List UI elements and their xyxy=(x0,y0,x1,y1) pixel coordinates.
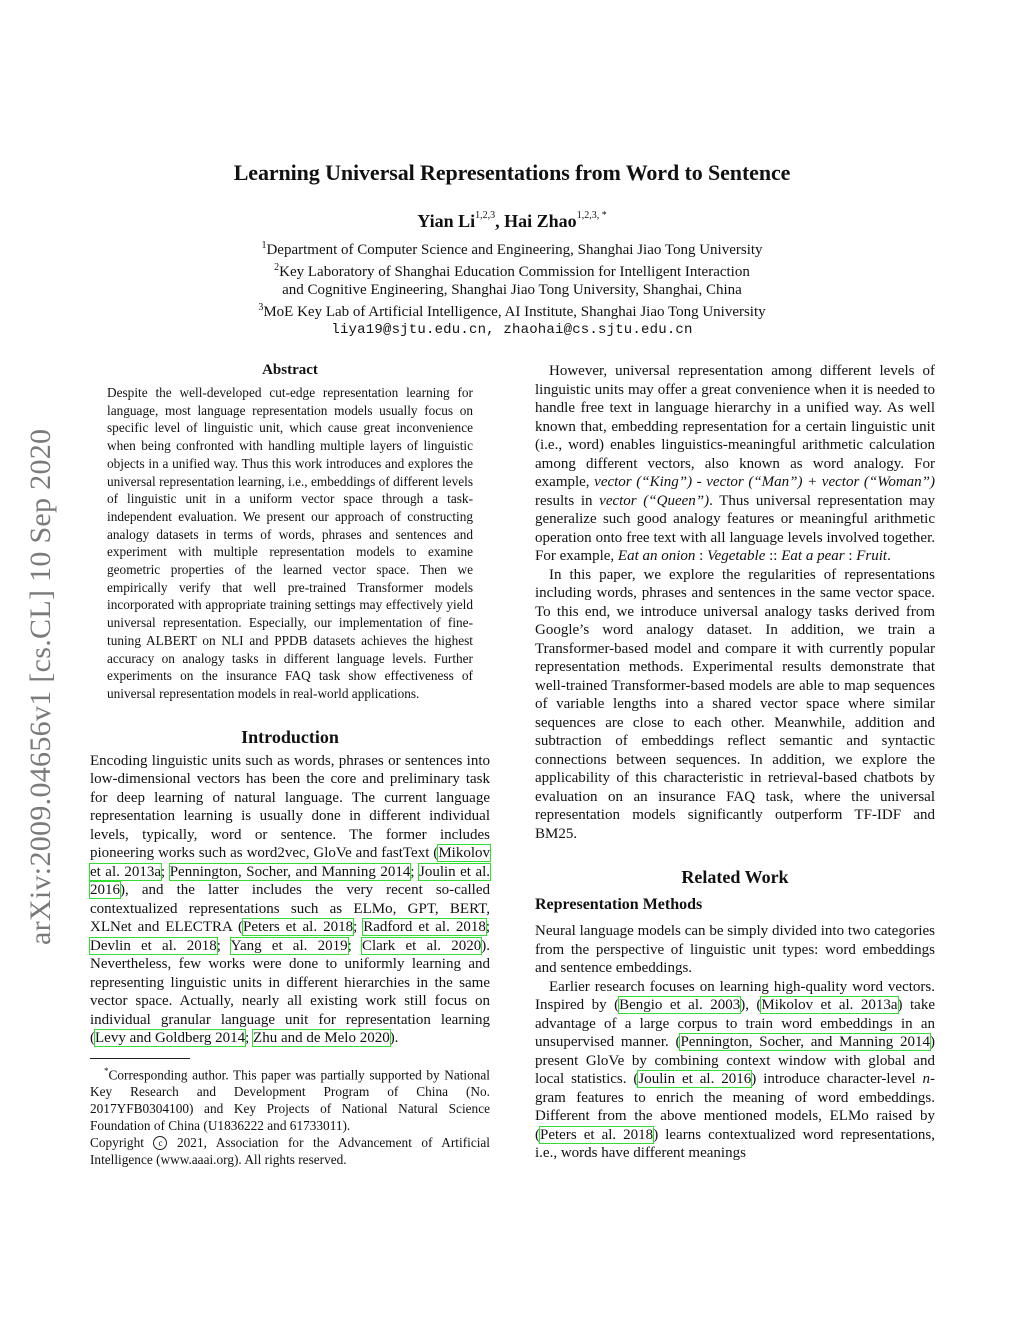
affiliation-mark: 2 xyxy=(274,262,280,273)
citation-link[interactable]: Pennington, Socher, and Manning 2014 xyxy=(680,1034,930,1050)
introduction-paragraph: In this paper, we explore the regularities of representations including words, phrases and sentences in the same vector space. To this end, we introduce universal analogy tasks derived from Google’s word analogy dataset. In addition, we train a Transformer-based model and compare it with currently popular representation methods. Experimental results demonstrate that well-trained Transformer-based models are able to map sequences of variable lengths into a shared vector space where similar sequences are close to each other. Meanwhile, addition and subtraction of embeddings reflect semantic and syntactic connections between sequences. In addition, we explore the applicability of this characteristic in retrieval-based chatbots by evaluation on an insurance FAQ task, where the universal representation models significantly outperform TF-IDF and BM25. xyxy=(535,566,935,842)
example-term: Eat a pear xyxy=(781,548,845,564)
paragraph-text: ) present GloVe by combining context window with global and local statistics. ( xyxy=(535,1034,935,1087)
copyright-icon: c xyxy=(153,1136,167,1150)
author-name: Yian Li xyxy=(417,211,476,231)
author-emails: liya19@sjtu.edu.cn, zhaohai@cs.sjtu.edu.cn xyxy=(331,322,693,338)
related-work-paragraph xyxy=(535,978,935,1163)
citation-link[interactable]: Joulin et al. 2016 xyxy=(638,1071,752,1087)
citation-link[interactable]: Mikolov et al. 2013a xyxy=(761,997,898,1013)
affiliation-mark: 3 xyxy=(258,302,264,313)
citation-link[interactable]: Levy and Goldberg 2014 xyxy=(95,1030,246,1047)
copyright-text: 2021, Association for the Advancement of Artificial Intelligence (www.aaai.org). All rights reserved. xyxy=(90,1135,491,1168)
citation-separator: ; xyxy=(216,937,231,954)
left-column xyxy=(90,362,490,1168)
paragraph-text: ), ( xyxy=(740,997,762,1013)
affiliation-line xyxy=(0,237,1024,259)
copyright-notice xyxy=(90,1134,490,1168)
footnote-text: Corresponding author. This paper was partially supported by National Key Research and Development Program of China (No. 2017YFB0304100) and Key Projects of National Natural Science Foundation of China (U1836222 and 61733011). xyxy=(90,1067,490,1134)
analogy-operator: :: xyxy=(765,548,782,564)
right-column xyxy=(535,362,935,1163)
introduction-paragraph xyxy=(535,362,935,566)
citation-link[interactable]: Pennington, Socher, and Manning 2014 xyxy=(169,863,411,880)
related-work-heading: Related Work xyxy=(681,867,789,887)
analogy-operator: : xyxy=(695,548,708,564)
affiliation-line xyxy=(0,259,1024,281)
affiliations xyxy=(0,237,1024,339)
affiliation-line: and Cognitive Engineering, Shanghai Jiao Tong University, Shanghai, China xyxy=(282,282,742,298)
footnote-corresponding-author xyxy=(90,1063,490,1134)
paragraph-text: ). xyxy=(389,1030,399,1047)
affiliation-text: Key Laboratory of Shanghai Education Commission for Intelligent Interaction xyxy=(279,264,750,280)
abstract-text: Despite the well-developed cut-edge representation learning for language, most language representation models usually focus on specific level of linguistic unit, which cause great inconvenience when being confronted with handling multiple layers of linguistic objects in a unified way. Thus this work introduces and explores the universal representation learning, i.e., embeddings of different levels of linguistic unit in a uniform vector space through a task-independent evaluation. We present our approach of constructing analogy datasets in terms of words, phrases and sentences and experiment with multiple representation models to examine geometric properties of the learned vector space. Then we empirically verify that well pre-trained Transformer models incorporated with appropriate training settings may effectively yield universal representation. Especially, our implementation of fine-tuning ALBERT on NLI and PPDB datasets achieves the highest accuracy on analogy tasks in different language levels. Further experiments on the insurance FAQ task show effectiveness of universal representation models in real-world applications. xyxy=(107,385,473,701)
citation-link[interactable]: Yang et al. 2019 xyxy=(230,937,348,954)
paragraph-text: ), and the latter includes the very recent so-called contextualized representations such as ELMo, GPT, BERT, XLNet and ELECTRA ( xyxy=(90,882,490,936)
footnote-divider xyxy=(90,1058,190,1059)
author-affiliation-mark: 1,2,3, * xyxy=(576,210,607,221)
author-affiliation-mark: 1,2,3 xyxy=(475,210,496,221)
citation-link[interactable]: Devlin et al. 2018 xyxy=(90,937,217,954)
citation-separator: ; xyxy=(353,919,364,936)
citation-link[interactable]: Radford et al. 2018 xyxy=(363,919,486,936)
math-expression: vector (“King”) - vector (“Man”) + vector (“Woman”) xyxy=(594,474,935,490)
introduction-heading: Introduction xyxy=(241,726,339,747)
author-list: Yian Li$^{1,2,3}$, Hai Zhao$^{1,2,3, *}$ xyxy=(417,210,607,231)
affiliation-mark: 1 xyxy=(261,240,267,251)
paragraph-text: Encoding linguistic units such as words, phrases or sentences into low-dimensional vectors has been the core and preliminary task for deep learning of natural language. The current language representation learning is usually done in different individual levels, typically, word or sentence. The former includes pioneering works such as word2vec, GloVe and fastText ( xyxy=(90,752,490,862)
citation-link[interactable]: Zhu and de Melo 2020 xyxy=(253,1030,390,1047)
analogy-operator: : xyxy=(844,548,857,564)
paragraph-text: -gram features to enrich the meaning of word embeddings. Different from the above mentioned models, ELMo raised by ( xyxy=(535,1071,935,1143)
abstract-heading: Abstract xyxy=(262,362,318,378)
citation-link[interactable]: Clark et al. 2020 xyxy=(361,937,482,954)
math-variable: n xyxy=(922,1071,930,1087)
citation-separator: ; xyxy=(161,863,170,880)
math-expression: vector (“Queen”) xyxy=(599,492,710,509)
copyright-label: Copyright xyxy=(90,1135,144,1151)
citation-separator: ; xyxy=(245,1030,254,1047)
footnote-mark: * xyxy=(104,1065,109,1076)
affiliation-text: Department of Computer Science and Engineering, Shanghai Jiao Tong University xyxy=(266,242,763,258)
related-work-paragraph: Neural language models can be simply divided into two categories from the perspective of linguistic unit types: word embeddings and sentence embeddings. xyxy=(535,923,935,976)
citation-link[interactable]: Peters et al. 2018 xyxy=(540,1126,654,1143)
introduction-paragraph xyxy=(90,752,490,1048)
citation-separator: ; xyxy=(410,863,419,880)
paragraph-text: ) take advantage of a large corpus to train word embeddings in an unsupervised manner. ( xyxy=(535,997,935,1050)
paragraph-text: ) learns contextualized word representations, i.e., words have different meanings xyxy=(535,1126,935,1161)
citation-link[interactable]: Bengio et al. 2003 xyxy=(619,997,741,1013)
affiliation-line xyxy=(0,299,1024,321)
affiliation-text: MoE Key Lab of Artificial Intelligence, AI Institute, Shanghai Jiao Tong University xyxy=(263,304,766,320)
paper-title: Learning Universal Representations from Word to Sentence xyxy=(233,160,791,185)
paragraph-text: ). Nevertheless, few works were done to uniformly learning and representing linguistic units in different hierarchies in the same vector space. Actually, nearly all existing work still focus on individual granular language unit for representation learning ( xyxy=(90,937,490,1047)
paragraph-text: However, universal representation among different levels of linguistic units may offer a great convenience when it is needed to handle free text in language hierarchy in a unified way. As well known that, embedding representation for a certain linguistic unit (i.e., word) enables linguistics-meaningful arithmetic calculation among different vectors, also known as word analogy. For example, xyxy=(535,363,935,490)
example-term: Vegetable xyxy=(707,548,766,564)
arxiv-identifier: arXiv:2009.04656v1 [cs.CL] 10 Sep 2020 xyxy=(24,428,57,945)
paragraph-text: . xyxy=(887,548,891,564)
citation-link[interactable]: Joulin et al. 2016 xyxy=(90,863,491,899)
example-term: Eat an onion xyxy=(617,548,696,564)
paragraph-text: Earlier research focuses on learning high-quality word vectors. Inspired by ( xyxy=(535,978,935,1013)
paragraph-text: . Thus universal representation may generalize such good analogy features or meaningful arithmetic operation onto free text with all language levels involved together. For example, xyxy=(535,492,935,564)
citation-link[interactable]: Mikolov et al. 2013a xyxy=(90,845,490,880)
citation-separator: ; xyxy=(485,919,491,936)
citation-separator: ; xyxy=(347,937,362,954)
author-name: Hai Zhao xyxy=(504,211,577,231)
citation-link[interactable]: Peters et al. 2018 xyxy=(243,919,354,936)
example-term: Fruit xyxy=(856,548,888,564)
paragraph-text: results in xyxy=(535,492,600,509)
representation-methods-heading: Representation Methods xyxy=(535,896,703,913)
paragraph-text: ) introduce character-level xyxy=(751,1071,923,1087)
